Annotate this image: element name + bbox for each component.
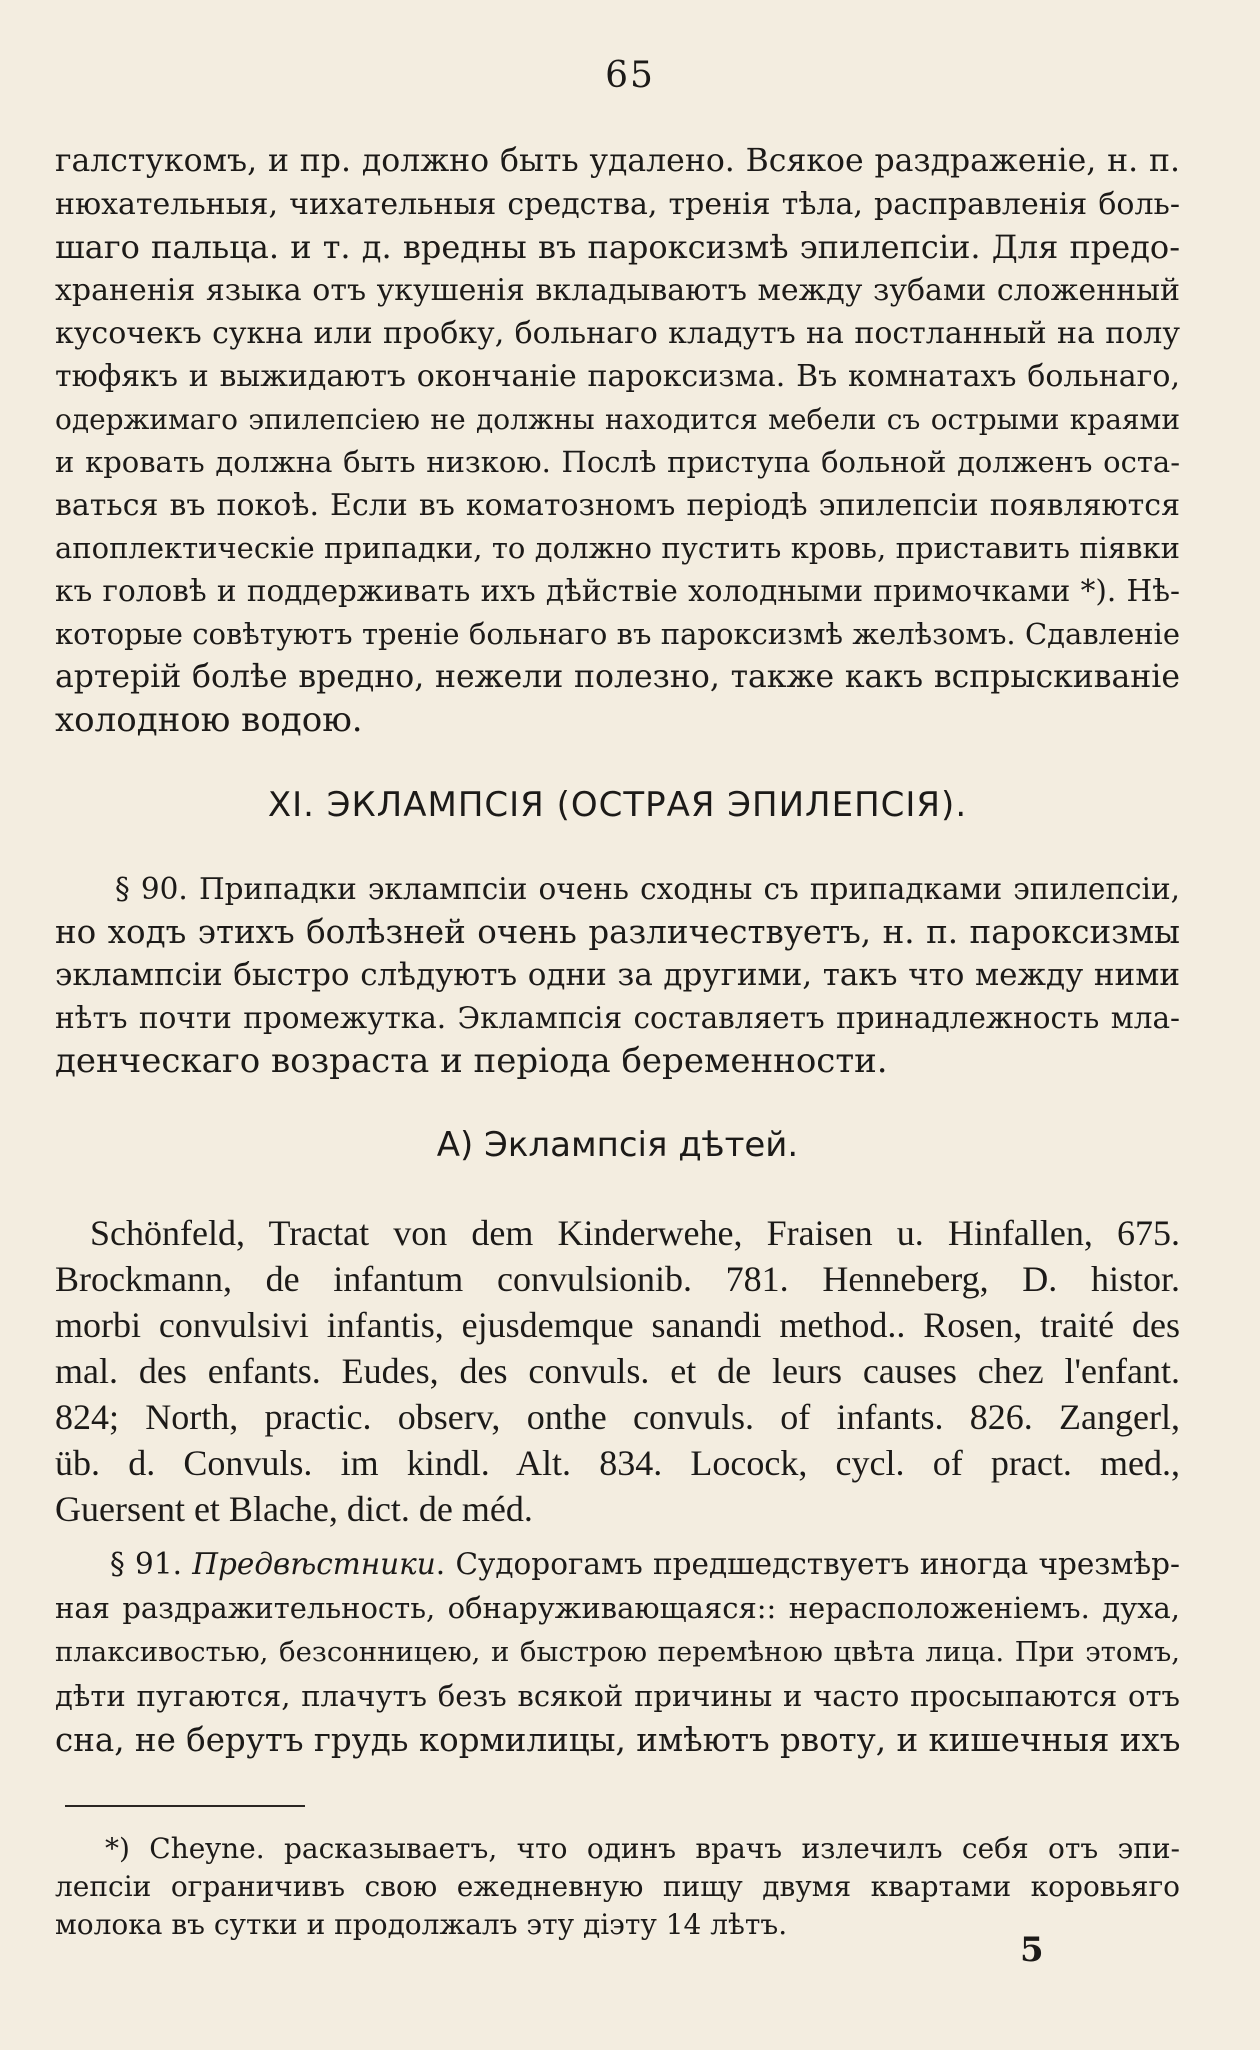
text-line: плаксивостью, безсонницею, и быстрою перемѣною цвѣта лица. При этомъ, <box>55 1636 1180 1668</box>
text-line: § 90. Припадки эклампсіи очень сходны съ припадками эпилепсіи, <box>115 872 1180 906</box>
section-heading: XI. ЭКЛАМПСІЯ (ОСТРАЯ ЭПИЛЕПСІЯ). <box>267 785 968 825</box>
reference-line: Guersent et Blache, dict. de méd. <box>55 1489 533 1529</box>
signature-mark: 5 <box>1020 1930 1044 1970</box>
footnote-line: лепсіи ограничивъ свою ежедневную пищу двумя квартами коровьяго <box>55 1870 1180 1903</box>
text-line: но ходъ этихъ болѣзней очень различествуетъ, н. п. пароксизмы <box>55 913 1180 951</box>
reference-line: morbi convulsivi infantis, ejusdemque sanandi method.. Rosen, traité des <box>55 1305 1180 1345</box>
references <box>55 1210 1180 1532</box>
text-line: тюфякъ и выжидаютъ окончаніе пароксизма. Въ комнатахъ больнаго, <box>55 359 1180 394</box>
text-line: дѣти пугаются, плачутъ безъ всякой причины и часто просыпаются отъ <box>55 1679 1180 1713</box>
paragraph-title: Предвѣстники <box>192 1547 436 1581</box>
footnote-line: молока въ сутки и продолжалъ эту діэту 14 лѣтъ. <box>55 1908 788 1941</box>
footnote-rule <box>65 1805 305 1807</box>
text-line: ваться въ покоѣ. Если въ коматозномъ періодѣ эпилепсіи появляются <box>55 488 1180 523</box>
text-line: и кровать должна быть низкою. Послѣ приступа больной долженъ оста- <box>55 445 1180 479</box>
text-line: артерій болѣе вредно, нежели полезно, также какъ вспрыскиваніе <box>55 659 1180 695</box>
reference-line: üb. d. Convuls. im kindl. Alt. 834. Locock, cycl. of pract. med., <box>55 1443 1180 1483</box>
reference-line: Brockmann, de infantum convulsionib. 781. Henneberg, D. histor. <box>55 1259 1180 1299</box>
text-line: къ головѣ и поддерживать ихъ дѣйствіе холодными примочками *). Нѣ- <box>55 574 1180 608</box>
reference-line: mal. des enfants. Eudes, des convuls. et de leurs causes chez l'enfant. <box>55 1351 1180 1391</box>
paragraph-90 <box>55 868 1180 1083</box>
footnote <box>55 1830 1180 1944</box>
paragraph-number: § 91. <box>110 1547 182 1581</box>
paragraph-91 <box>55 1542 1180 1762</box>
reference-line: 824; North, practic. observ, onthe convuls. of infants. 826. Zangerl, <box>55 1397 1180 1437</box>
text-line: ная раздражительность, обнаруживающаяся:: нерасположеніемъ. духа, <box>55 1591 1180 1625</box>
text-line: эклампсіи быстро слѣдуютъ одни за другими, такъ что между ними <box>55 957 1180 993</box>
subheading: А) Эклампсія дѣтей. <box>436 1125 799 1165</box>
text-line: галстукомъ, и пр. должно быть удалено. Всякое раздраженіе, н. п. <box>55 143 1180 179</box>
text-line: денческаго возраста и періода беременности. <box>55 1041 888 1081</box>
footnote-line: *) Cheyne. расказываетъ, что одинъ врачъ излечилъ себя отъ эпи- <box>105 1832 1180 1865</box>
text-line: холодною водою. <box>55 700 363 740</box>
text-line: шаго пальца. и т. д. вредны въ пароксизмѣ эпилепсіи. Для предо- <box>55 228 1180 266</box>
text-line: нюхательныя, чихательныя средства, тренія тѣла, расправленія боль- <box>55 187 1180 222</box>
text-line: храненія языка отъ укушенія вкладываютъ между зубами сложенный <box>55 273 1180 308</box>
text-line: кусочекъ сукна или пробку, больнаго кладутъ на постланный на полу <box>55 316 1180 351</box>
reference-line: Schönfeld, Tractat von dem Kinderwehe, Fraisen u. Hinfallen, 675. <box>90 1213 1180 1253</box>
text-line <box>55 1542 1180 1586</box>
text-line: нѣтъ почти промежутка. Эклампсія составляетъ принадлежность мла- <box>55 1001 1180 1035</box>
text-line: апоплектическіе припадки, то должно пустить кровь, приставить піявки <box>55 531 1180 565</box>
text-line: сна, не берутъ грудь кормилицы, имѣютъ рвоту, и кишечныя ихъ <box>55 1721 1180 1759</box>
text-line: которые совѣтуютъ треніе больнаго въ пароксизмѣ желѣзомъ. Сдавленіе <box>55 617 1180 651</box>
text-line: одержимаго эпилепсіею не должны находится мебели съ острыми краями <box>55 403 1180 436</box>
page-number-top: 65 <box>605 55 655 96</box>
paragraph-1 <box>55 140 1180 742</box>
first-line-text: . Судорогамъ предшедствуетъ иногда чрезмѣр- <box>435 1547 1180 1581</box>
